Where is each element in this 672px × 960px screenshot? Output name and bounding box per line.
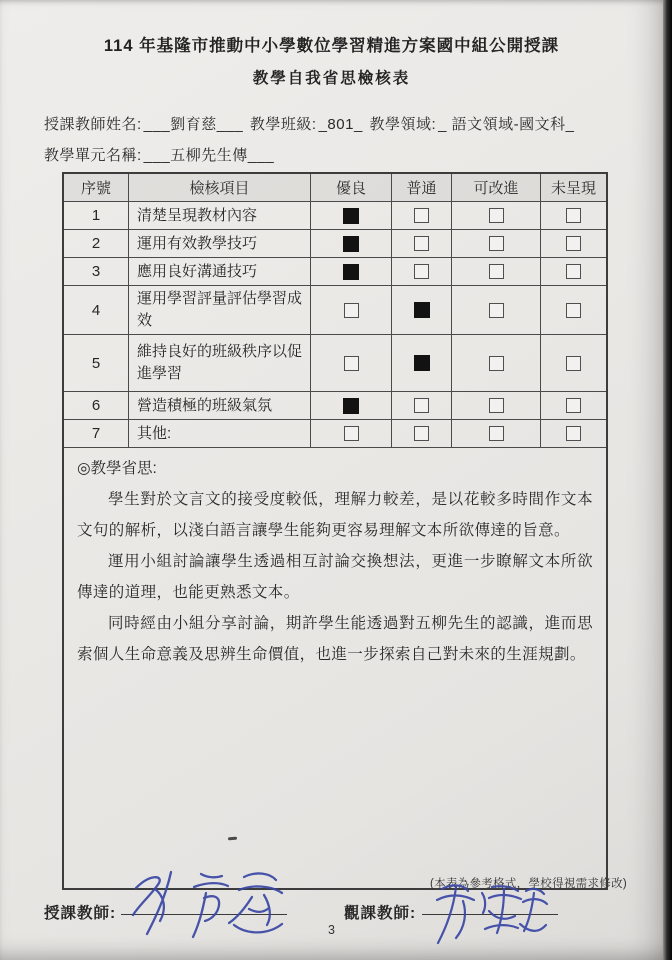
checkbox-excellent[interactable] [344, 303, 359, 318]
reflection-section [64, 447, 606, 888]
document-title: 114 年基隆市推動中小學數位學習精進方案國中組公開授課 [103, 37, 560, 55]
row-item-label: 應用良好溝通技巧 [128, 258, 310, 285]
checkbox-average[interactable] [414, 398, 429, 413]
checkbox-notshown[interactable] [566, 356, 581, 371]
checkbox-improvable[interactable] [489, 264, 504, 279]
header-notshown: 未呈現 [540, 174, 606, 201]
table-row [64, 229, 606, 257]
table-row [64, 391, 606, 419]
checkbox-notshown[interactable] [566, 426, 581, 441]
reflection-paragraph: 學生對於文言文的接受度較低，理解力較差，是以花較多時間作文本文句的解析，以淺白語言讓學生能夠更容易理解文本所欲傳達的旨意。 [77, 491, 593, 539]
checkbox-average[interactable] [414, 236, 429, 251]
domain-label: 教學領域: [369, 116, 437, 133]
checkbox-average[interactable] [414, 426, 429, 441]
row-item-label: 清楚呈現教材內容 [128, 202, 310, 229]
instructor-signature-line[interactable] [121, 914, 287, 915]
row-number: 6 [91, 397, 101, 414]
table-row [64, 257, 606, 285]
format-note: (本表為參考格式，學校得視需求修改) [429, 878, 627, 890]
row-number: 5 [91, 354, 101, 372]
table-row [64, 419, 606, 447]
checkbox-improvable[interactable] [489, 398, 504, 413]
checkbox-excellent[interactable] [343, 236, 359, 252]
row-item-label: 其他: [128, 420, 310, 447]
reflection-heading: ◎教學省思: [77, 460, 157, 477]
row-item-label: 營造積極的班級氣氛 [128, 392, 310, 419]
checklist-table [62, 172, 608, 890]
unit-name-label: 教學單元名稱: [44, 147, 142, 164]
table-row [64, 201, 606, 229]
row-number: 4 [91, 301, 101, 319]
checkbox-average[interactable] [414, 302, 430, 318]
teacher-name-value: ___劉育慈___ [143, 116, 244, 133]
stray-pen-mark [228, 837, 237, 841]
header-no: 序號 [64, 174, 128, 201]
row-number: 7 [91, 425, 101, 442]
table-header-row [64, 174, 606, 201]
checkbox-improvable[interactable] [489, 303, 504, 318]
teacher-name-label: 授課教師姓名: [44, 116, 142, 133]
checkbox-notshown[interactable] [566, 264, 581, 279]
checkbox-excellent[interactable] [343, 264, 359, 280]
row-number: 3 [91, 263, 101, 280]
reflection-paragraph: 運用小組討論讓學生透過相互討論交換想法，更進一步瞭解文本所欲傳達的道理，也能更熟悉文本。 [77, 553, 593, 601]
row-number: 1 [91, 207, 101, 224]
checkbox-excellent[interactable] [343, 398, 359, 414]
page-number: 3 [328, 923, 335, 937]
table-row [64, 285, 606, 334]
checkbox-notshown[interactable] [566, 303, 581, 318]
observer-signature-line[interactable] [422, 914, 558, 915]
checkbox-improvable[interactable] [489, 236, 504, 251]
checkbox-average[interactable] [414, 208, 429, 223]
row-item-label: 維持良好的班級秩序以促進學習 [128, 335, 310, 391]
checkbox-notshown[interactable] [566, 208, 581, 223]
table-row [64, 334, 606, 391]
checkbox-excellent[interactable] [344, 426, 359, 441]
header-improvable: 可改進 [451, 174, 540, 201]
domain-value: _ 語文領域-國文科_ [438, 116, 575, 133]
header-average: 普通 [391, 174, 451, 201]
checkbox-improvable[interactable] [489, 208, 504, 223]
instructor-signature-label: 授課教師: [44, 905, 117, 922]
row-item-label: 運用學習評量評估學習成效 [128, 286, 310, 334]
class-value: _801_ [318, 116, 363, 133]
class-label: 教學班級: [249, 116, 317, 133]
unit-info-line [44, 144, 634, 165]
checkbox-excellent[interactable] [344, 356, 359, 371]
checkbox-excellent[interactable] [343, 208, 359, 224]
document-subtitle: 教學自我省思檢核表 [252, 70, 411, 87]
checkbox-improvable[interactable] [489, 356, 504, 371]
checkbox-notshown[interactable] [566, 236, 581, 251]
unit-name-value: ___五柳先生傳___ [143, 147, 275, 164]
teacher-info-line [44, 113, 634, 134]
header-excellent: 優良 [310, 174, 391, 201]
photo-right-edge [663, 0, 672, 960]
row-item-label: 運用有效教學技巧 [128, 230, 310, 257]
checkbox-average[interactable] [414, 355, 430, 371]
checkbox-notshown[interactable] [566, 398, 581, 413]
row-number: 2 [91, 235, 101, 252]
checkbox-improvable[interactable] [489, 426, 504, 441]
observer-signature-label: 觀課教師: [344, 905, 417, 922]
reflection-paragraph: 同時經由小組分享討論，期許學生能透過對五柳先生的認識，進而思索個人生命意義及思辨生命價值，也進一步探索自己對未來的生涯規劃。 [77, 615, 593, 663]
header-item: 檢核項目 [128, 174, 310, 201]
checkbox-average[interactable] [414, 264, 429, 279]
